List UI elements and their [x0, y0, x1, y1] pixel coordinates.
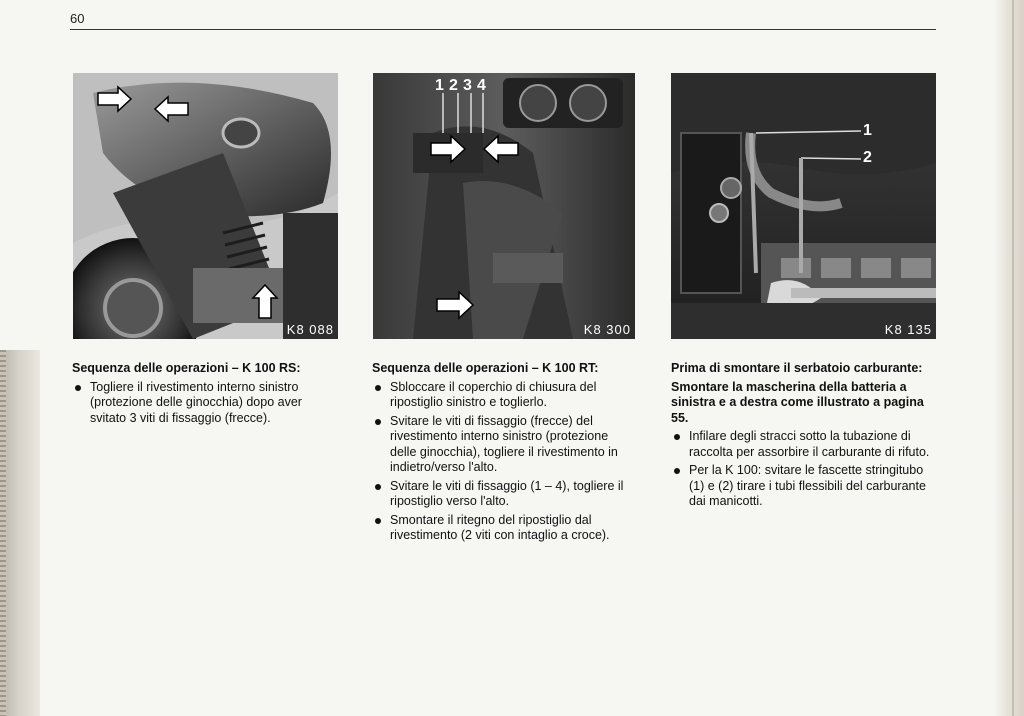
label-1: 1 [435, 77, 444, 94]
photo-k100rs-fairing [73, 73, 338, 339]
section-heading: Sequenza delle operazioni – K 100 RT: [372, 361, 599, 375]
step-item: Sbloccare il coperchio di chiusura del ripostiglio sinistro e toglierlo. [372, 380, 637, 411]
motorcycle-fairing-image [73, 73, 338, 339]
column-k100rt [372, 361, 637, 547]
section-heading: Prima di smontare il serbatoio carburante: [671, 361, 923, 375]
page-number: 60 [70, 11, 85, 26]
section-subheading: Smontare la mascherina della batteria a sinistra e a destra come illustrato a pagina 55. [671, 379, 924, 425]
step-item: Svitare le viti di fissaggio (1 – 4), togliere il ripostiglio verso l'alto. [372, 479, 637, 510]
step-list [671, 429, 939, 510]
page-right-edge [994, 0, 1024, 716]
step-item: Infilare degli stracci sotto la tubazione di raccolta per assorbire il carburante di rifuto. [671, 429, 939, 460]
photo-code: K8 088 [286, 322, 334, 337]
step-list [72, 380, 338, 427]
step-item: Togliere il rivestimento interno sinistro (protezione delle ginocchia) dopo aver svitato 3 viti di fissaggio (frecce). [72, 380, 338, 427]
page-binding-edge [0, 350, 40, 716]
label-2: 2 [863, 149, 872, 166]
step-list [372, 380, 637, 544]
photo-code: K8 135 [884, 322, 932, 337]
motorcycle-compartment-image [373, 73, 635, 339]
column-k100rs [72, 361, 338, 429]
step-item: Smontare il ritegno del ripostiglio dal rivestimento (2 viti con intaglio a croce). [372, 513, 637, 544]
label-4: 4 [477, 77, 486, 94]
photo-k100rt-compartment [373, 73, 635, 339]
step-item: Per la K 100: svitare le fascette stringitubo (1) e (2) tirare i tubi flessibili del carburante dai manicotti. [671, 463, 939, 510]
step-item: Svitare le viti di fissaggio (frecce) del rivestimento interno sinistro (protezione delle ginocchia), togliere il rivestimento in indietro/verso l'alto. [372, 414, 637, 476]
label-2: 2 [449, 77, 458, 94]
column-fuel-tank [671, 361, 939, 513]
engine-fuel-lines-image [671, 73, 936, 339]
header-rule [70, 29, 936, 30]
section-heading: Sequenza delle operazioni – K 100 RS: [72, 361, 301, 375]
label-3: 3 [463, 77, 472, 94]
photo-code: K8 300 [583, 322, 631, 337]
photo-fuel-lines [671, 73, 936, 339]
label-1: 1 [863, 122, 872, 139]
